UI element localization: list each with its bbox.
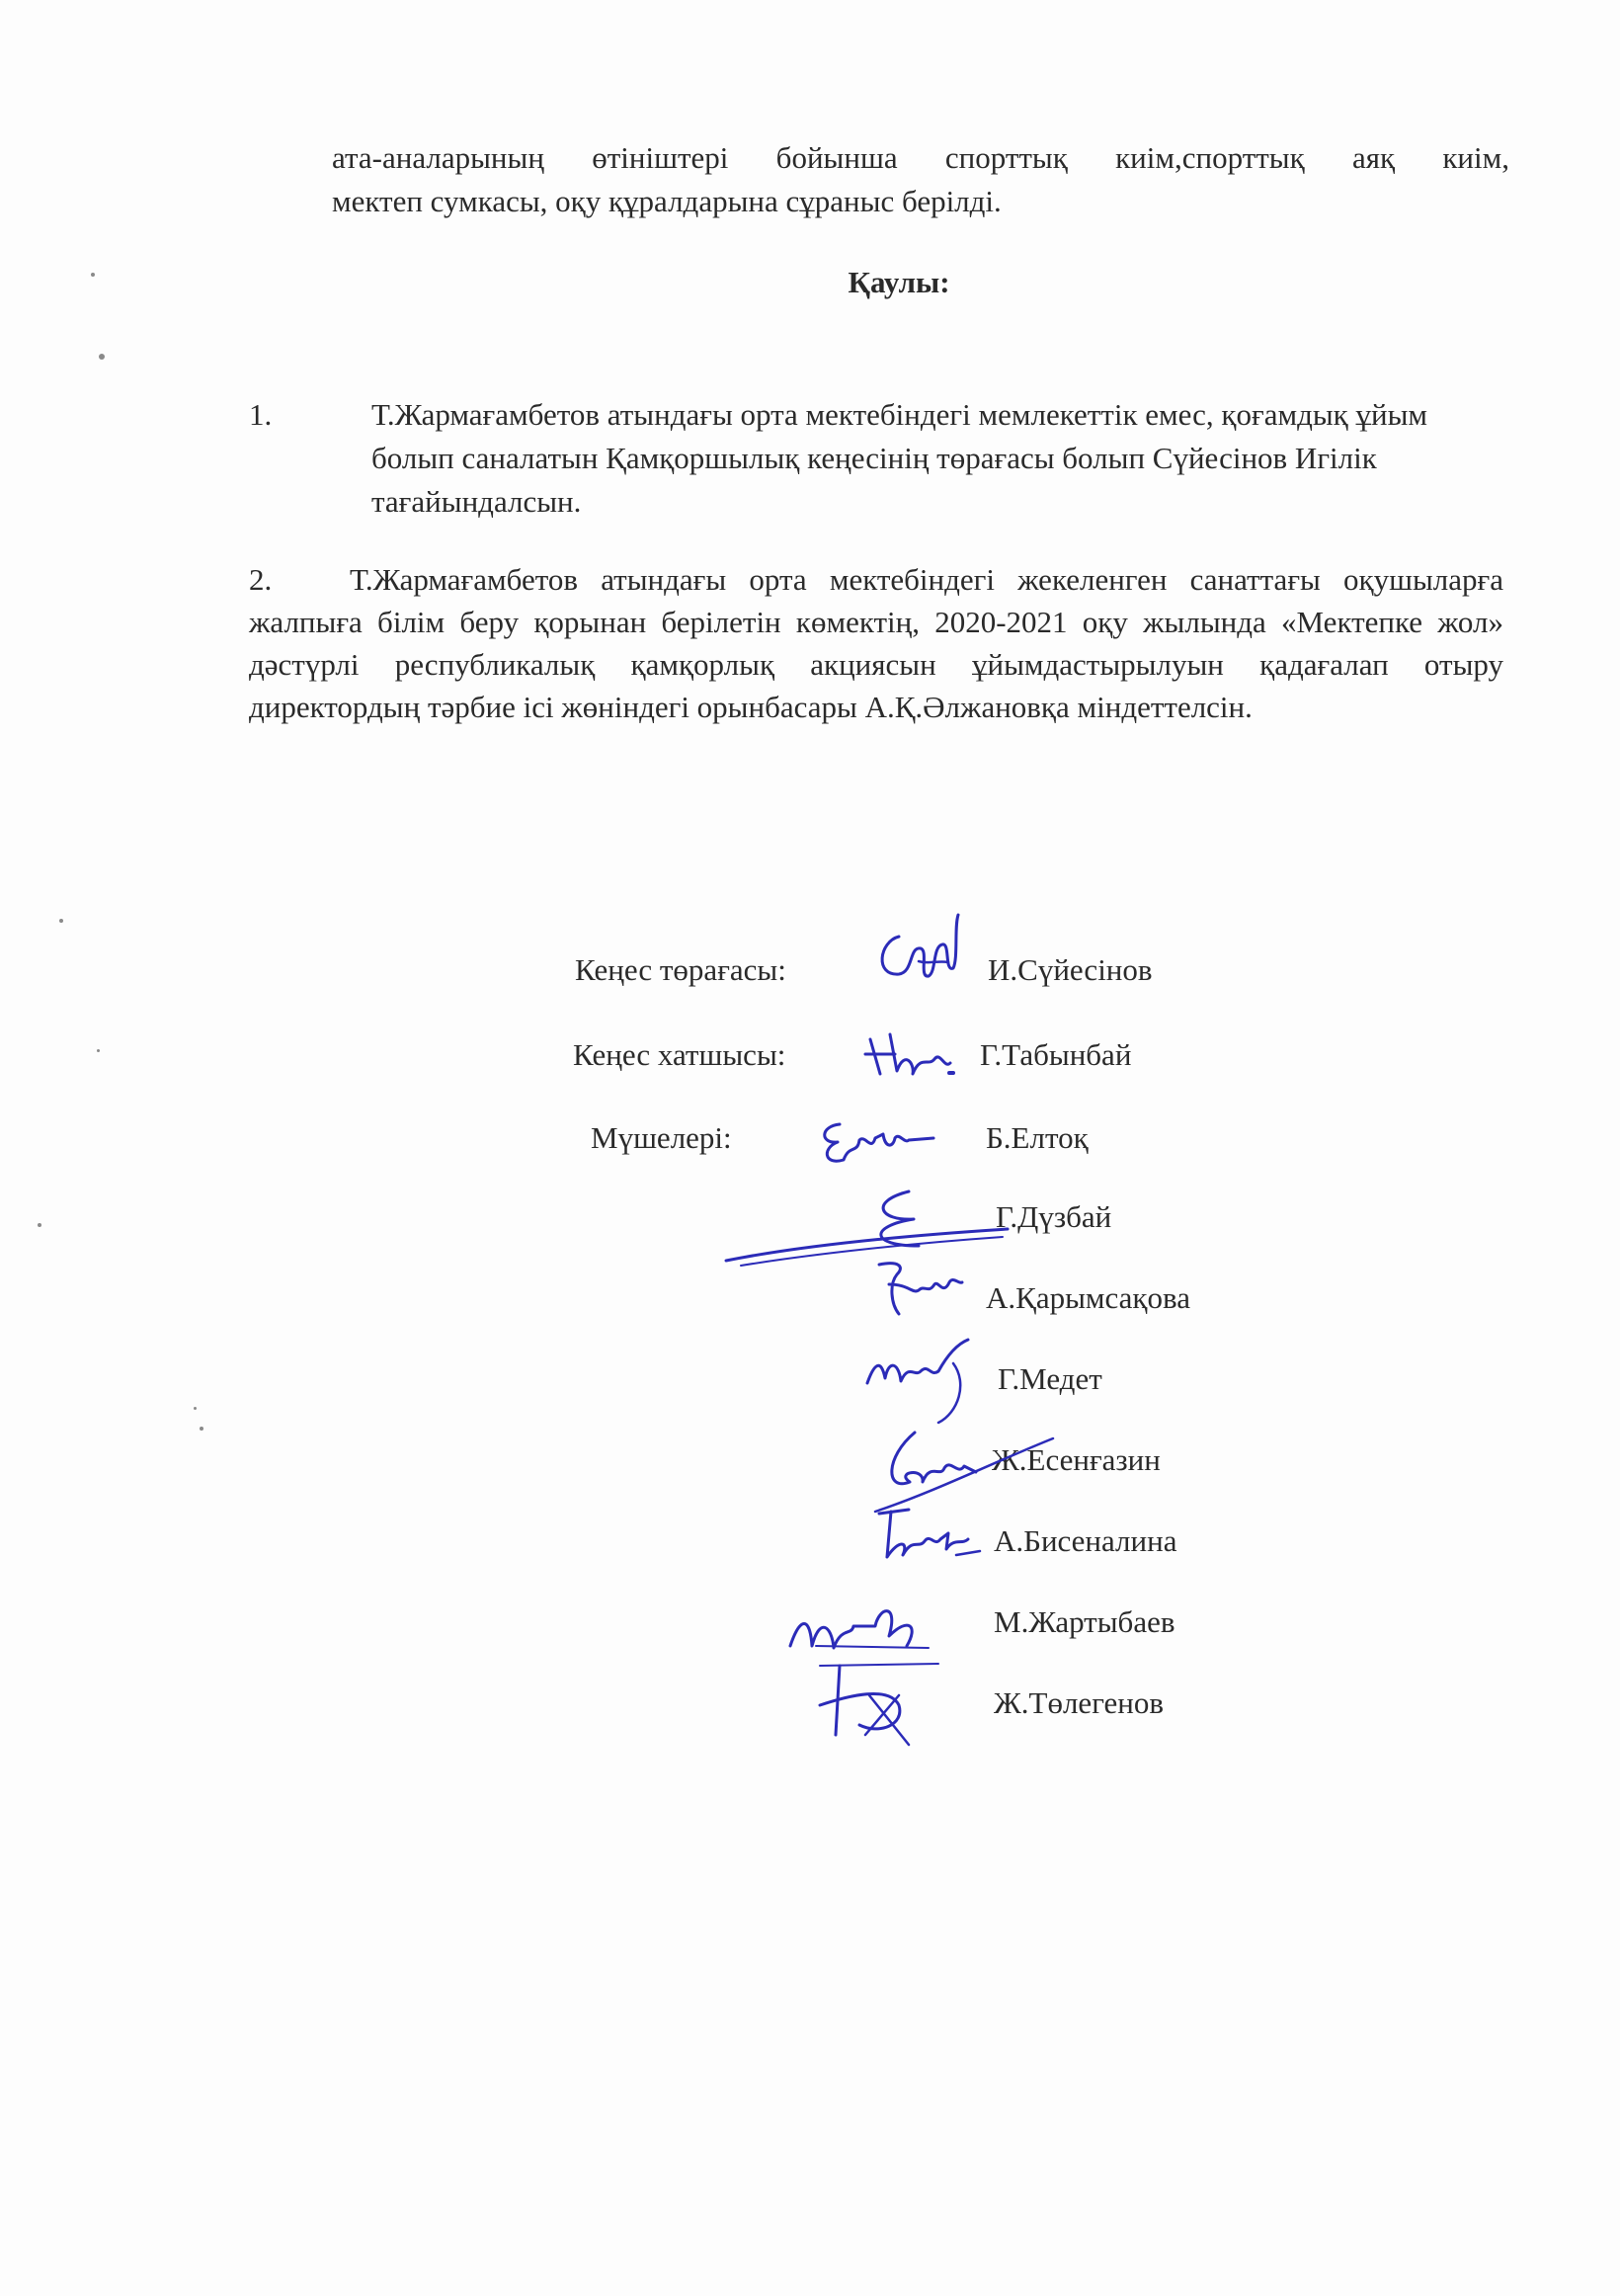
member-signature-image [859,1334,988,1433]
member-signature-image [810,1105,938,1174]
member-name: Ж.Есенғазин [992,1442,1161,1477]
chair-name: И.Сүйесінов [988,952,1153,987]
member-name: Г.Медет [998,1361,1102,1396]
resolution-heading: Қаулы: [848,265,950,299]
chair-signature-image [859,907,978,996]
secretary-name: Г.Табынбай [980,1037,1132,1072]
members-label: Мүшелері: [591,1120,732,1155]
resolution-item-2 [249,558,1503,728]
member-name: А.Бисеналина [994,1523,1177,1558]
intro-line-1: ата-аналарының өтініштері бойынша спорттық киім,спорттық аяқ киім, [332,140,1509,175]
member-name: Г.Дүзбай [996,1199,1112,1234]
item-1-number: 1. [249,397,273,432]
item-2-text: Т.Жармағамбетов атындағы орта мектебіндегі жекеленген санаттағы оқушыларға жалпыға білім беру қорынан берілетін көмектің, 2020-2021 оқу жылында «Мектепке жол» дәстүрлі республикалық қамқорлық акциясын ұйымдастырылуын қадағалап отыру директордың тәрбие ісі жөніндегі орынбасары А.Қ.Әлжановқа міндеттелсін. [249,562,1503,724]
member-signature-image [721,1172,1017,1271]
member-signature-image [780,1587,968,1755]
member-signature-image [869,1255,978,1324]
chair-label: Кеңес төрағасы: [575,952,786,987]
scan-speck [91,273,95,277]
item-1-text: Т.Жармағамбетов атындағы орта мектебіндегі мемлекеттік емес, қоғамдық ұйым болып саналатын Қамқоршылық кеңесінің төрағасы болып Сүйесінов Игілік тағайындалсын. [371,397,1428,519]
scan-speck [97,1049,100,1052]
member-name: М.Жартыбаев [994,1604,1175,1639]
intro-line-2: мектеп сумкасы, оқу құралдарына сұраныс берілді. [332,184,1002,218]
member-signature-image [869,1500,988,1569]
scan-speck [194,1407,197,1410]
scan-speck [38,1223,41,1227]
member-name: Б.Елтоқ [986,1120,1089,1155]
member-name: А.Қарымсақова [986,1280,1190,1315]
secretary-signature-image [855,1020,964,1089]
member-name: Ж.Төлегенов [994,1685,1164,1720]
secretary-label: Кеңес хатшысы: [573,1037,786,1072]
scan-speck [59,919,63,923]
intro-paragraph [332,136,1509,223]
scan-speck [99,354,105,360]
scan-speck [200,1427,203,1431]
item-2-number: 2. [249,562,273,597]
